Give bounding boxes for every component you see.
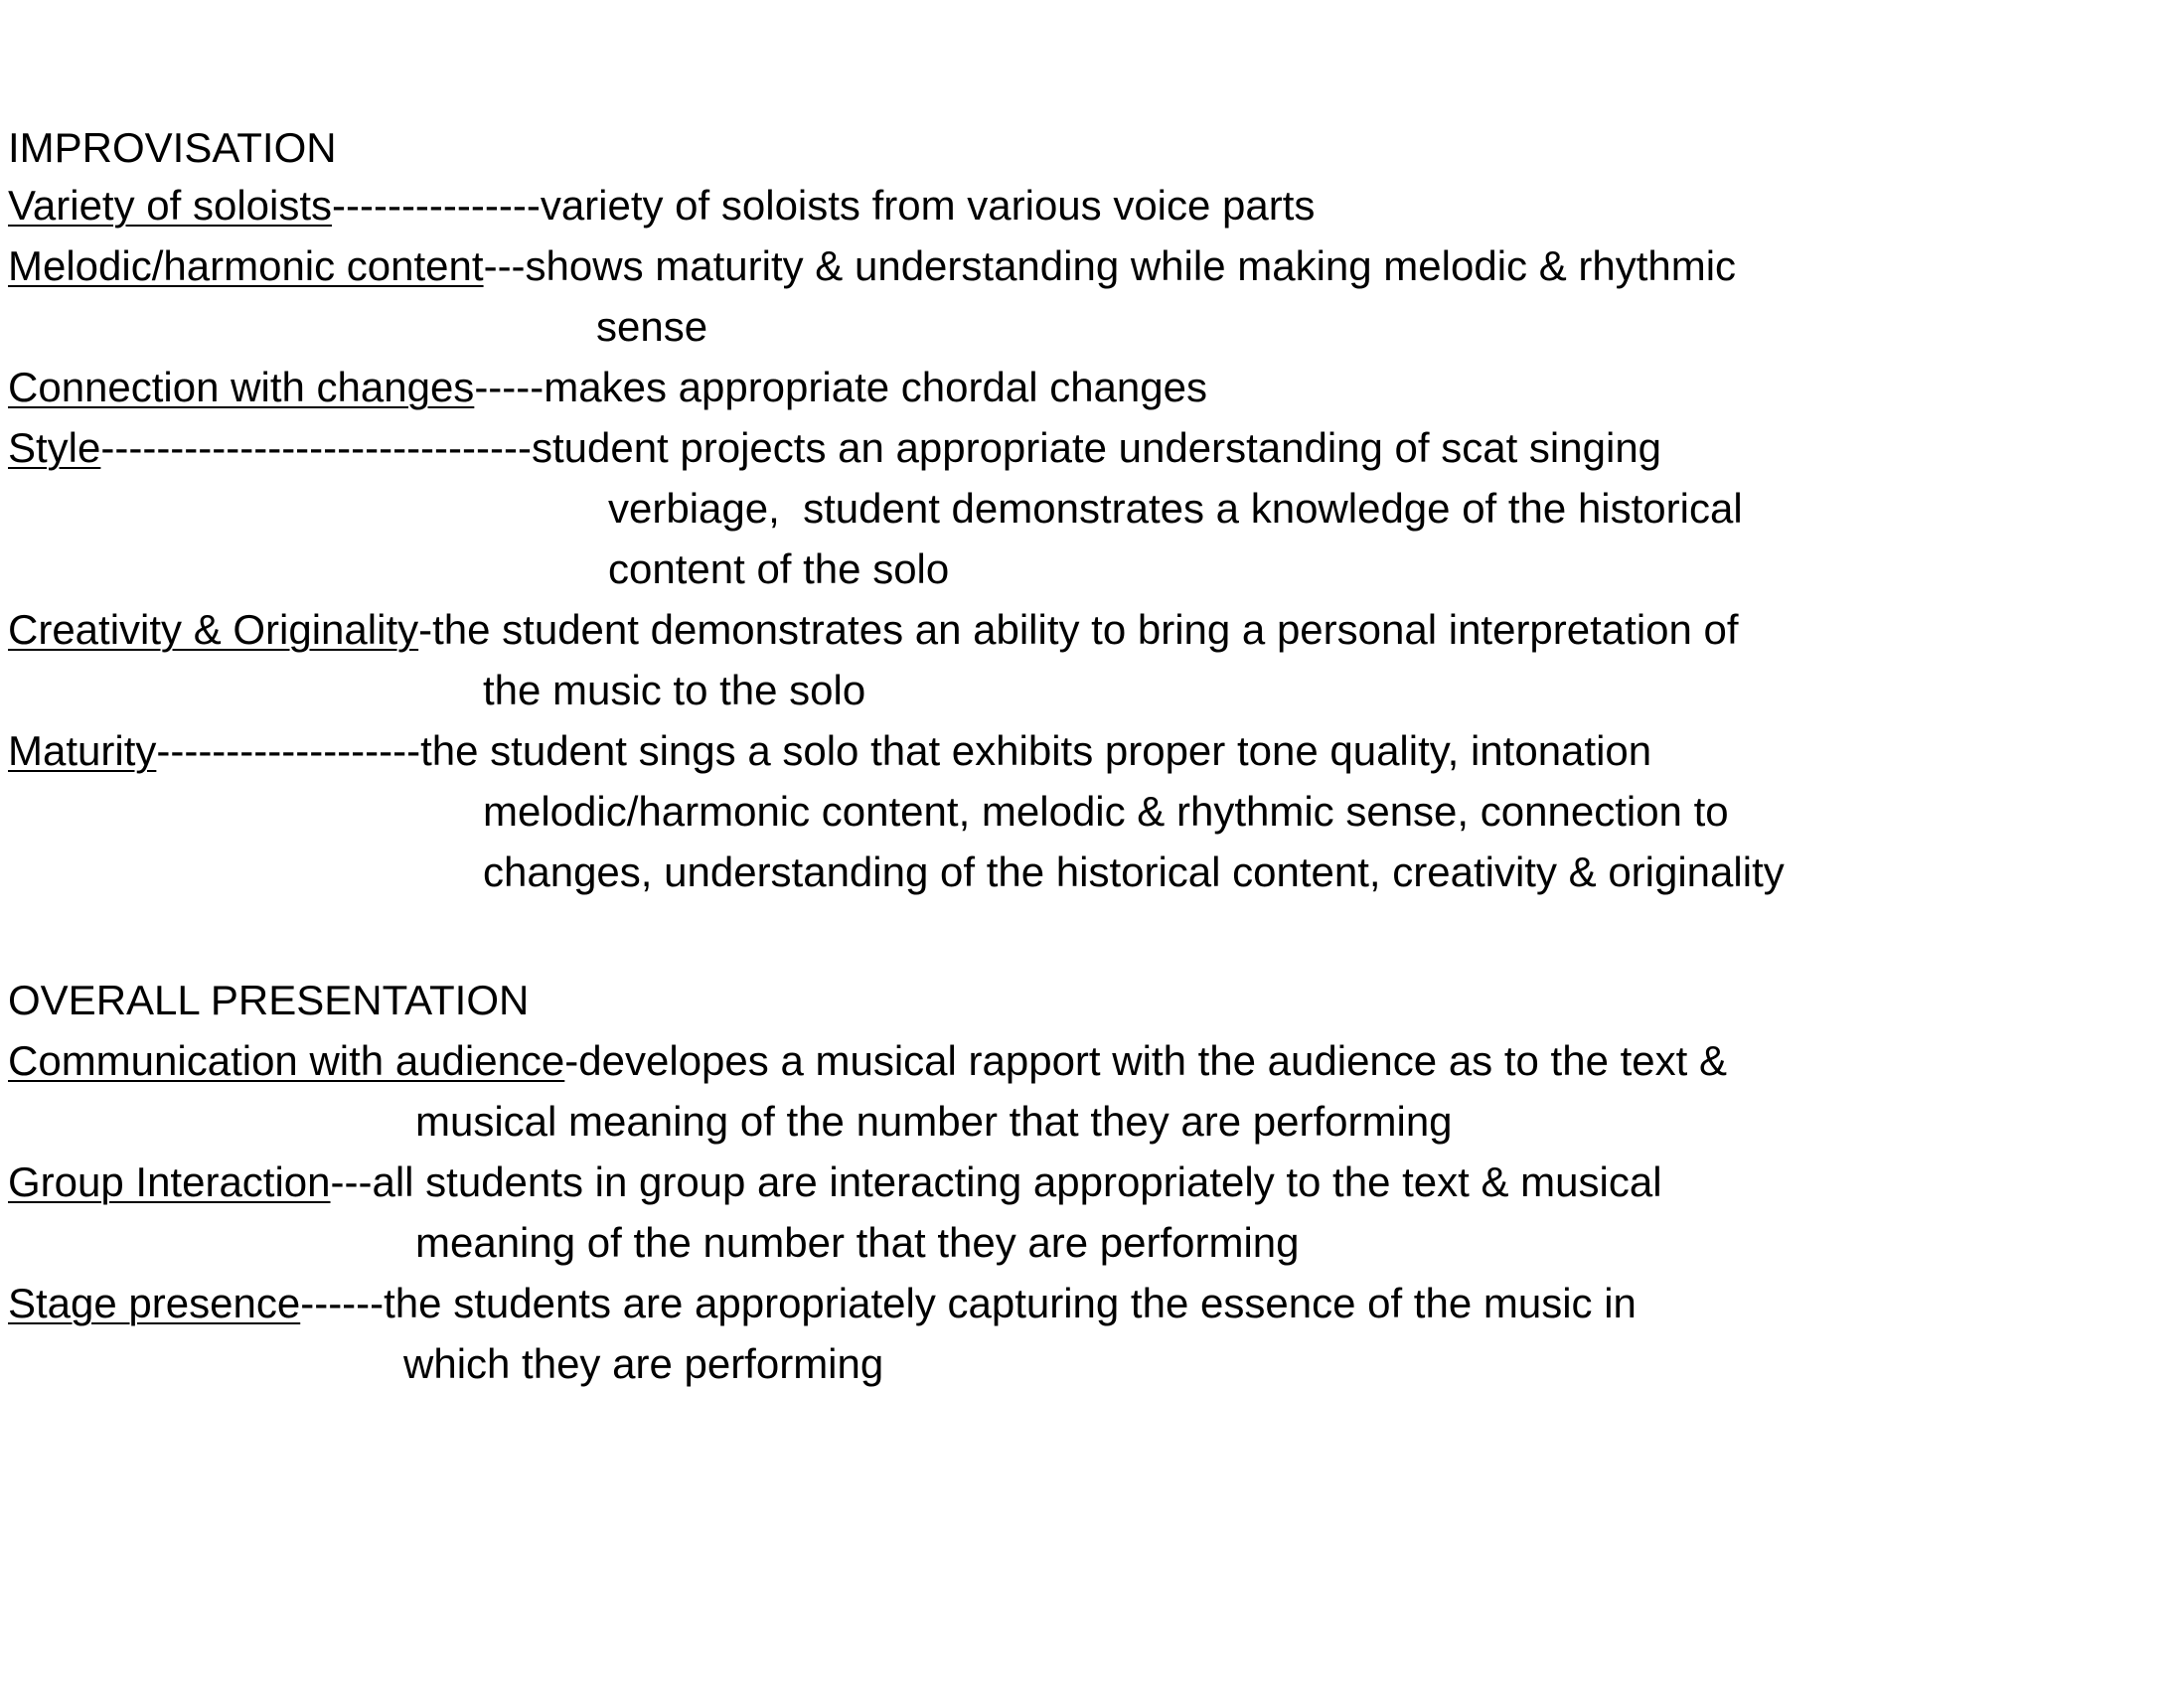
criterion-style (8, 424, 1662, 471)
dash-leader: --- (483, 242, 526, 289)
criterion-description: the students are appropriately capturing the essence of the music in (384, 1280, 1637, 1326)
criterion-term: Maturity (8, 727, 157, 774)
section-heading-overall-presentation: OVERALL PRESENTATION (8, 977, 530, 1023)
criterion-term: Variety of soloists (8, 182, 333, 229)
criterion-description-continued: meaning of the number that they are performing (415, 1219, 1300, 1266)
criterion-description-continued: musical meaning of the number that they are performing (415, 1098, 1453, 1145)
criterion-description: student projects an appropriate understanding of scat singing (531, 424, 1662, 471)
criterion-term: Communication with audience (8, 1037, 565, 1084)
criterion-description: the student demonstrates an ability to bring a personal interpretation of (432, 606, 1739, 653)
criterion-stage-presence (8, 1280, 1637, 1326)
criterion-description-continued: melodic/harmonic content, melodic & rhythmic sense, connection to (483, 788, 1729, 835)
criterion-term: Melodic/harmonic content (8, 242, 484, 289)
criterion-term: Stage presence (8, 1280, 301, 1326)
dash-leader: ------------------- (156, 727, 421, 774)
criterion-description-continued: changes, understanding of the historical content, creativity & originality (483, 848, 1785, 895)
dash-leader: ----- (474, 364, 545, 410)
criterion-creativity-originality (8, 606, 1739, 653)
dash-leader: - (418, 606, 433, 653)
criterion-term: Creativity & Originality (8, 606, 419, 653)
criterion-description-continued: sense (596, 303, 708, 350)
criterion-group-interaction (8, 1158, 1662, 1205)
dash-leader: --------------- (332, 182, 541, 229)
criterion-description: makes appropriate chordal changes (544, 364, 1207, 410)
criterion-description-continued: content of the solo (608, 545, 950, 592)
criterion-term: Group Interaction (8, 1158, 331, 1205)
criterion-maturity (8, 727, 1652, 774)
criterion-term: Style (8, 424, 101, 471)
criterion-term: Connection with changes (8, 364, 475, 410)
criterion-description: the student sings a solo that exhibits proper tone quality, intonation (420, 727, 1652, 774)
criterion-description-continued: which they are performing (403, 1340, 884, 1387)
criterion-description: developes a musical rapport with the audience as to the text & (578, 1037, 1727, 1084)
section-heading-improvisation: IMPROVISATION (8, 124, 337, 171)
criterion-communication-with-audience (8, 1037, 1727, 1084)
criterion-connection-with-changes (8, 364, 1207, 410)
criterion-variety-of-soloists (8, 182, 1316, 229)
criterion-description: all students in group are interacting appropriately to the text & musical (372, 1158, 1662, 1205)
dash-leader: - (564, 1037, 579, 1084)
criterion-description: shows maturity & understanding while making melodic & rhythmic (525, 242, 1737, 289)
dash-leader: ------ (300, 1280, 385, 1326)
criterion-description: variety of soloists from various voice parts (540, 182, 1316, 229)
criterion-description-continued: verbiage, student demonstrates a knowledge of the historical (608, 485, 1743, 532)
criterion-melodic-harmonic-content (8, 242, 1737, 289)
dash-leader: --- (330, 1158, 373, 1205)
criterion-description-continued: the music to the solo (483, 667, 866, 713)
dash-leader: ------------------------------- (100, 424, 532, 471)
